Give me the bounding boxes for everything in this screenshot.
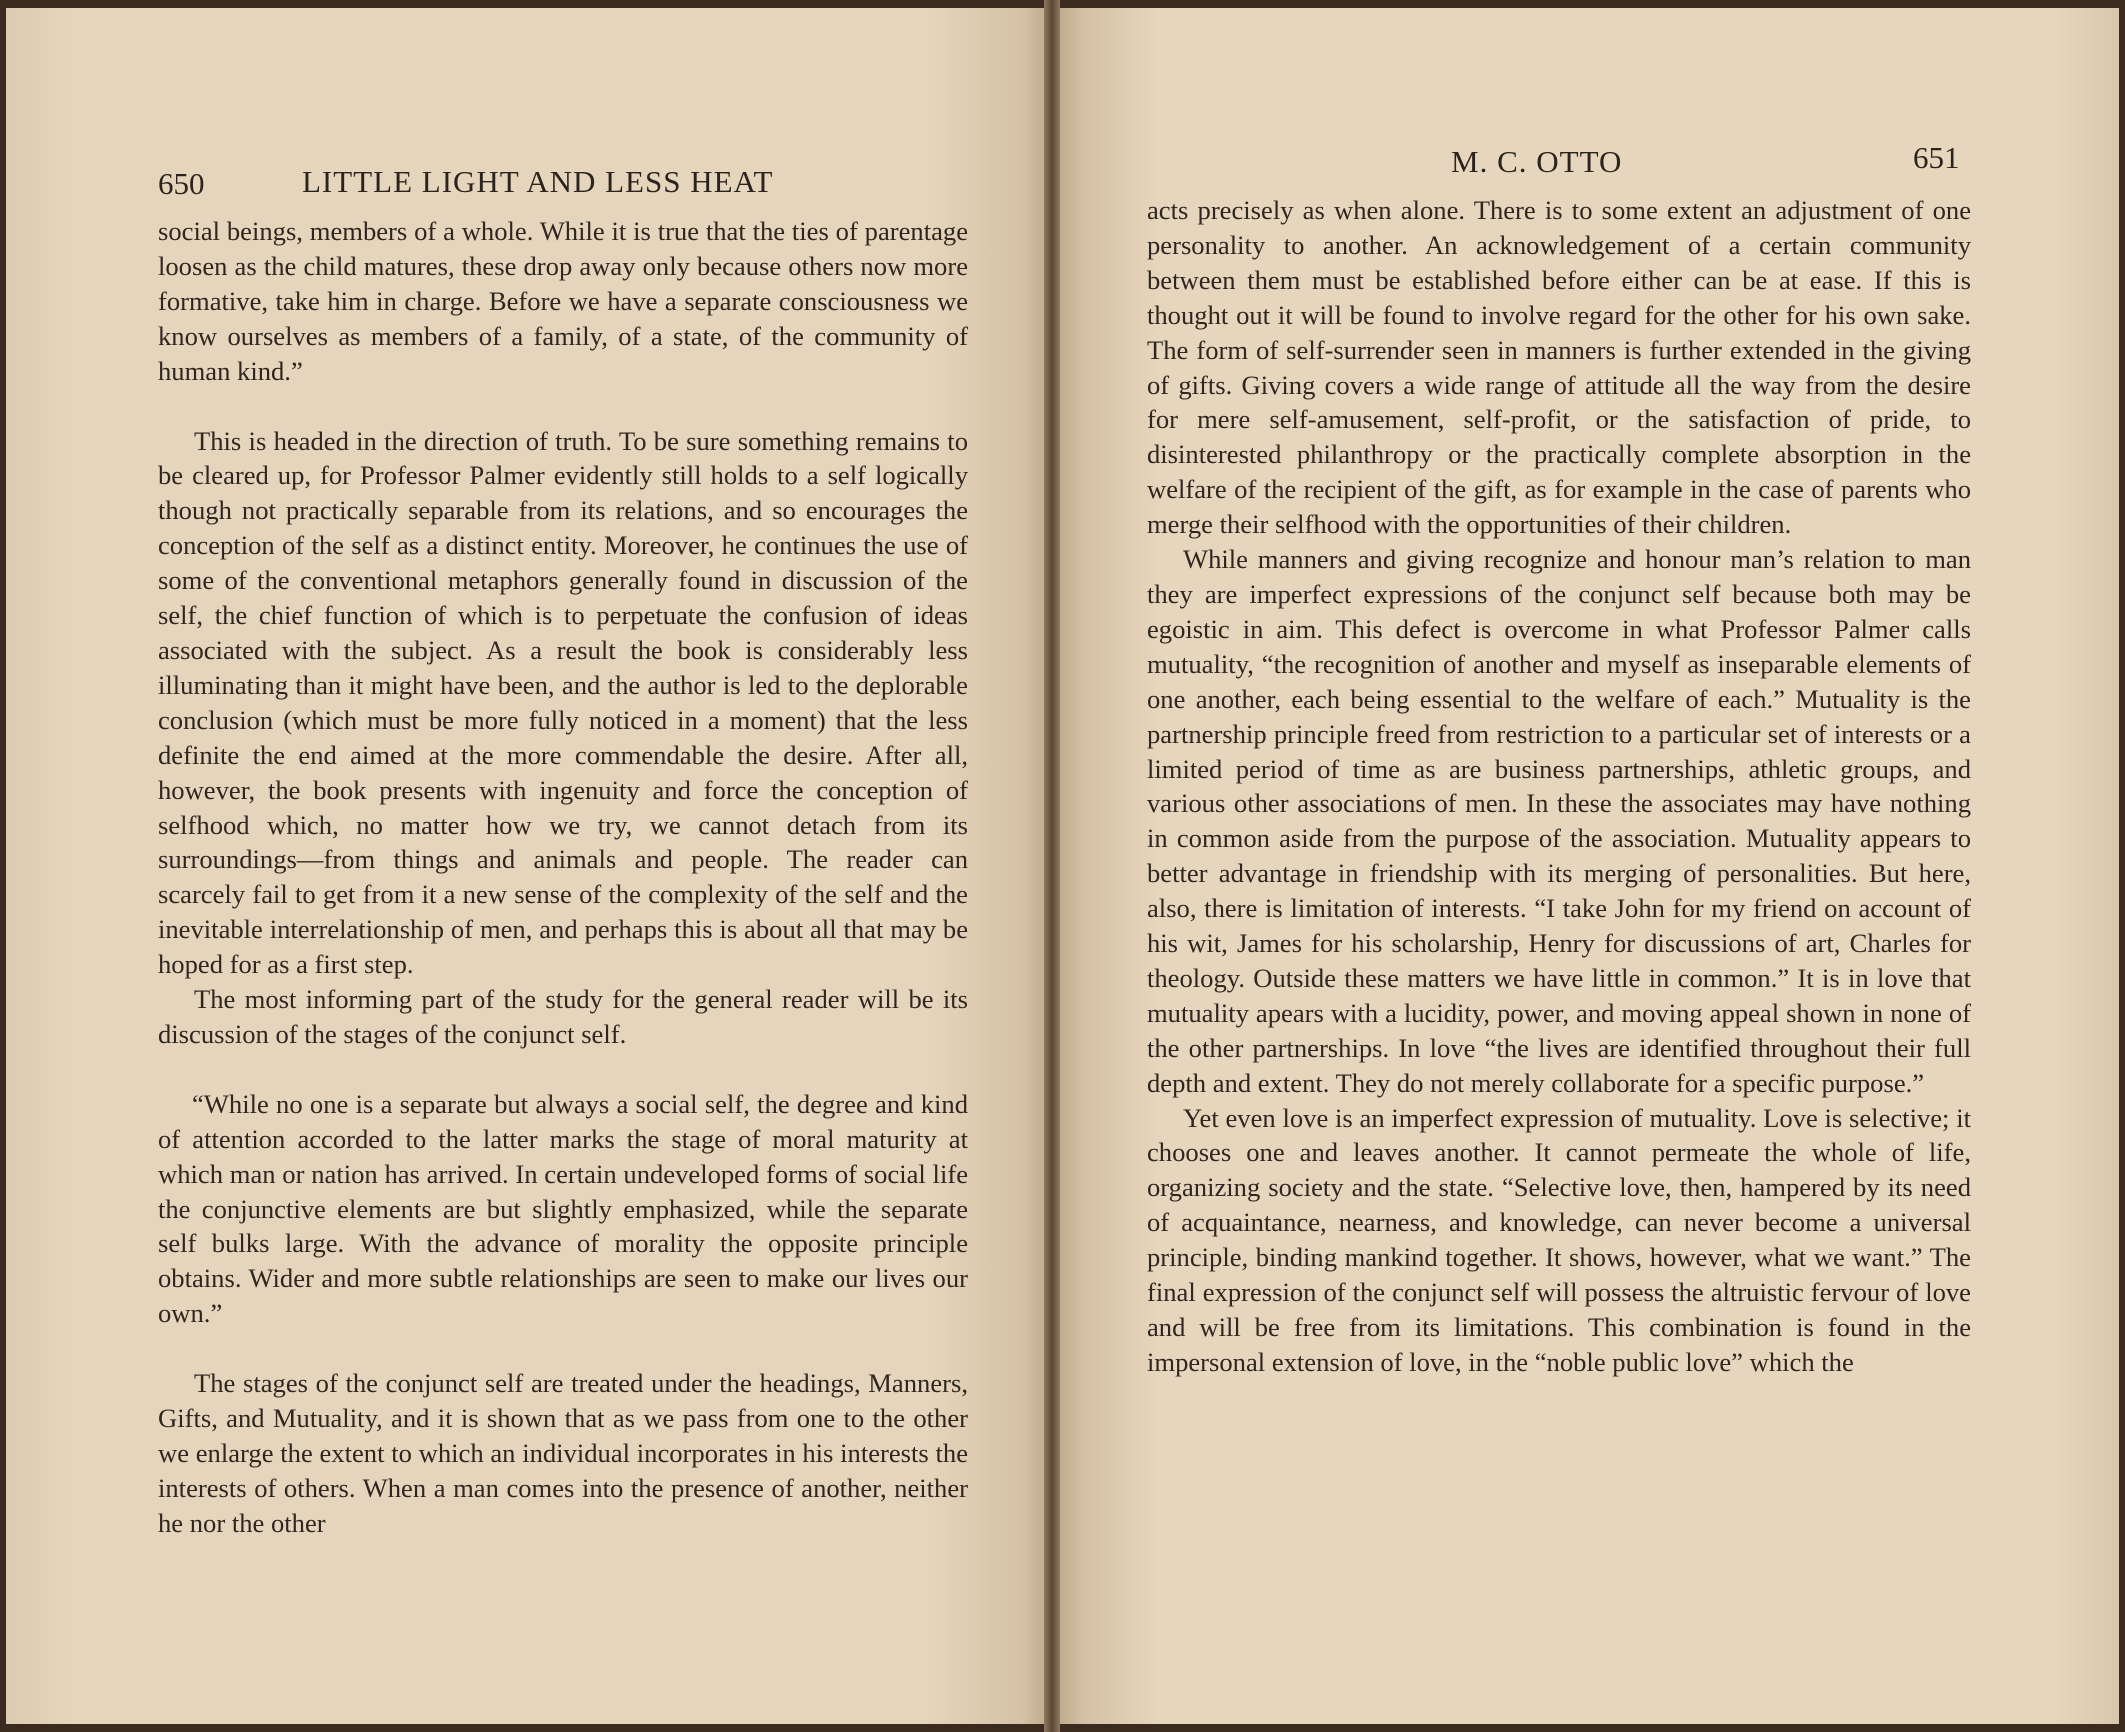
left-page-body bbox=[158, 214, 968, 1541]
book-gutter bbox=[1044, 0, 1060, 1732]
paragraph: The most informing part of the study for the general reader will be its discussion of the stages of the conjunct self. bbox=[158, 984, 968, 1049]
right-page-number: 651 bbox=[1913, 140, 1960, 175]
left-page bbox=[6, 8, 1052, 1724]
paragraph: social beings, members of a whole. While it is true that the ties of parentage loosen as the child matures, these drop away only because others now more formative, take him in charge. Before we have a separate consciousness we know ourselves as members of a family, of a state, of the community of human kind.” bbox=[158, 216, 968, 386]
paragraph: This is headed in the direction of truth. To be sure something remains to be cleared up, for Professor Palmer evidently still holds to a self logically though not practically separable from its relations, and so encourages the conception of the self as a distinct entity. Moreover, he continues the use of some of the conventional metaphors generally found in discussion of the self, the chief function of which is to perpetuate the confusion of ideas associated with the subject. As a result the book is considerably less illuminating than it might have been, and the author is led to the deplorable conclusion (which must be more fully noticed in a moment) that the less definite the end aimed at the more commendable the desire. After all, however, the book presents with ingenuity and force the conception of selfhood which, no matter how we try, we cannot detach from its surroundings—from things and animals and people. The reader can scarcely fail to get from it a new sense of the complexity of the self and the inevitable interrelationship of men, and perhaps this is about all that may be hoped for as a first step. bbox=[158, 425, 968, 980]
paragraph: acts precisely as when alone. There is to some extent an adjustment of one personality to another. An acknowledgement of a certain community between them must be established before either can be at ease. If this is thought out it will be found to involve regard for the other for his own sake. The form of self-surrender seen in manners is further extended in the giving of gifts. Giving covers a wide range of attitude all the way from the desire for mere self-amusement, self-profit, or the satisfaction of pride, to disinterested philanthropy or the practically complete absorption in the welfare of the recipient of the gift, as for example in the case of parents who merge their selfhood with the opportunities of their children. bbox=[1147, 195, 1971, 540]
left-page-number: 650 bbox=[158, 166, 205, 201]
paragraph: The stages of the conjunct self are treated under the headings, Manners, Gifts, and Mutuality, and it is shown that as we pass from one to the other we enlarge the extent to which an individual incorporates in his interests the interests of others. When a man comes into the presence of another, neither he nor the other bbox=[158, 1368, 968, 1538]
right-running-head: M. C. OTTO bbox=[1451, 144, 1623, 179]
left-running-head: LITTLE LIGHT AND LESS HEAT bbox=[302, 164, 774, 199]
right-page-body bbox=[1147, 193, 1971, 1380]
right-page bbox=[1052, 8, 2119, 1724]
block-quote: “While no one is a separate but always a social self, the degree and kind of attention accorded to the latter marks the stage of moral maturity at which man or nation has arrived. In certain undeveloped forms of social life the conjunctive elements are but slightly emphasized, while the separate self bulks large. With the advance of morality the opposite principle obtains. Wider and more subtle relationships are seen to make our lives our own.” bbox=[158, 1088, 968, 1329]
paragraph: Yet even love is an imperfect expression of mutuality. Love is selective; it chooses one and leaves another. It cannot permeate the whole of life, organizing society and the state. “Selective love, then, hampered by its need of acquaintance, nearness, and knowledge, can never become a universal principle, binding mankind together. It shows, however, what we want.” The final expression of the conjunct self will possess the altruistic fervour of love and will be free from its limitations. This combination is found in the impersonal extension of love, in the “noble public love” which the bbox=[1147, 1102, 1971, 1377]
paragraph: While manners and giving recognize and honour man’s relation to man they are imperfect expressions of the conjunct self because both may be egoistic in aim. This defect is overcome in what Professor Palmer calls mutuality, “the recognition of another and myself as inseparable elements of one another, each being essential to the welfare of each.” Mutuality is the partnership principle freed from restriction to a particular set of interests or a limited period of time as are business partnerships, athletic groups, and various other associations of men. In these the associates may have nothing in common aside from the purpose of the association. Mutuality appears to better advantage in friendship with its merging of personalities. But here, also, there is limitation of interests. “I take John for my friend on account of his wit, James for his scholarship, Henry for discussions of art, Charles for theology. Outside these matters we have little in common.” It is in love that mutuality apears with a lucidity, power, and moving appeal shown in none of the other partnerships. In love “the lives are identified throughout their full depth and extent. They do not merely collaborate for a specific purpose.” bbox=[1147, 544, 1971, 1098]
